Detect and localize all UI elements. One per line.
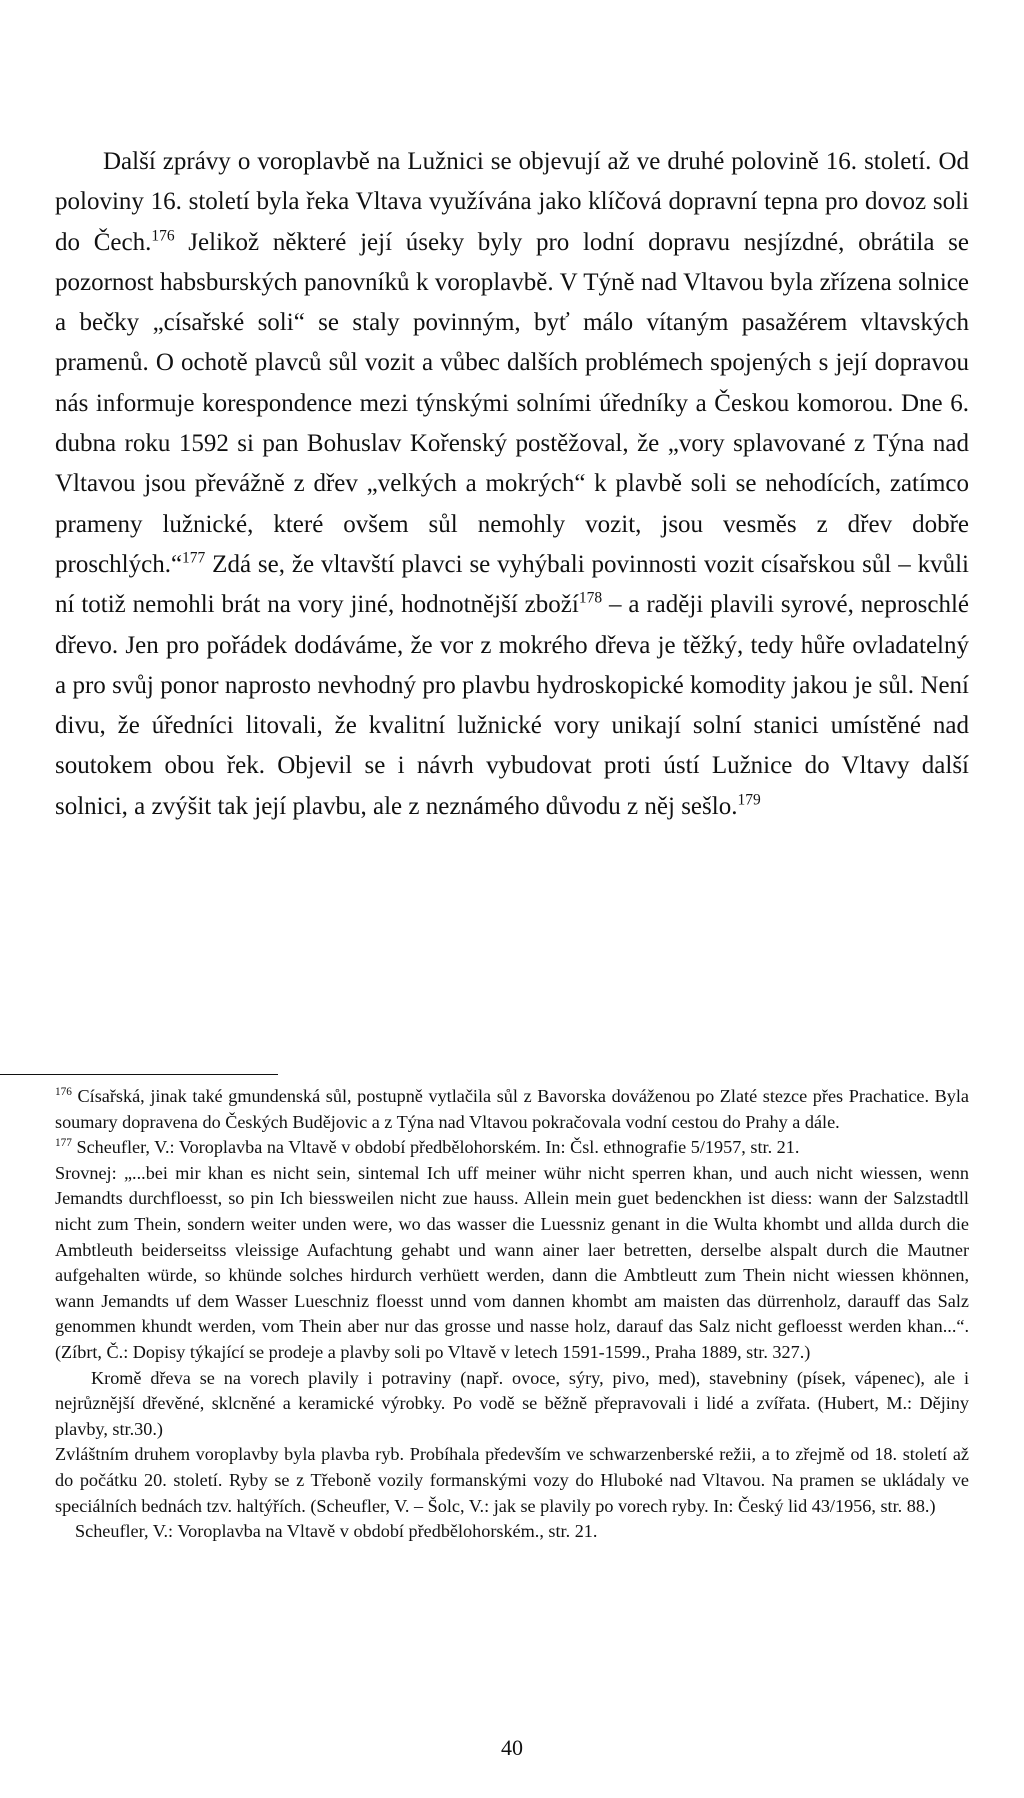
footnote-text: Scheufler, V.: Voroplavba na Vltavě v období předbělohorském. In: Čsl. ethnografie 5/1957, str. 21. xyxy=(71,1137,800,1158)
footnote-ref-177: 177 xyxy=(182,549,206,567)
footnote-text: Zvláštním druhem voroplavby byla plavba ryb. Probíhala především ve schwarzenberské režii, a to zřejmě od 18. století až do počátku 20. století. Ryby se z Třeboně vozily formanskými vozy do Hluboké nad Vltavou. Na pramen se ukládaly ve speciálních bednách tzv. haltýřích. (Scheufler, V. – Šolc, V.: jak se plavily po vorech ryby. In: Český lid 43/1956, str. 88.) xyxy=(55,1444,969,1516)
main-paragraph xyxy=(55,142,969,827)
footnote-number: 176 xyxy=(55,1085,72,1098)
footnote-text: Císařská, jinak také gmundenská sůl, postupně vytlačila sůl z Bavorska dováženou po Zlaté stezce přes Prachatice. Byla soumary dopravena do Českých Budějovic a z Týna nad Vltavou pokračovala vodní cestou do Prahy a dále. xyxy=(55,1086,969,1132)
footnote-178-continuation xyxy=(55,1366,969,1443)
footnote-text: Scheufler, V.: Voroplavba na Vltavě v období předbělohorském., str. 21. xyxy=(75,1521,598,1542)
footnote-178 xyxy=(55,1161,969,1366)
body-text-segment: Jelikož některé její úseky byly pro lodní dopravu nesjízdné, obrátila se pozornost habsburských panovníků k voroplavbě. V Týně nad Vltavou byla zřízena solnice a bečky „císařské soli“ se staly povinným, byť málo vítaným pasažérem vltavských pramenů. O ochotě plavců sůl vozit a vůbec dalších problémech spojených s její dopravou nás informuje korespondence mezi týnskými solními úředníky a Českou komorou. Dne 6. dubna roku 1592 si pan Bohuslav Kořenský postěžoval, že „vory splavované z Týna nad Vltavou jsou převážně z dřev „velkých a mokrých“ k plavbě soli se nehodících, zatímco prameny lužnické, které ovšem sůl nemohly vozit, jsou vesměs z dřev dobře proschlých.“ xyxy=(55,228,969,578)
footnote-ref-178: 178 xyxy=(578,589,603,607)
footnote-177 xyxy=(55,1135,969,1161)
footnote-ref-176: 176 xyxy=(151,227,175,245)
body-text-segment: – a raději plavili syrové, neproschlé dřevo. Jen pro pořádek dodáváme, že vor z mokrého dřeva je těžký, tedy hůře ovladatelný a pro svůj ponor naprosto nevhodný pro plavbu hydroskopické komodity jakou je sůl. Není divu, že úředníci litovali, že kvalitní lužnické vory unikají solní stanici umístěné nad soutokem obou řek. Objevil se i návrh vybudovat proti ústí Lužnice do Vltavy další solnici, a zvýšit tak její plavbu, ale z neznámého důvodu z něj sešlo. xyxy=(55,591,970,820)
body-text-segment: Další zprávy o voroplavbě na Lužnici se objevují až ve druhé polovině 16. století. Od poloviny 16. století byla řeka Vltava využívána jako klíčová dopravní tepna pro dovoz soli do Čech. xyxy=(55,148,969,256)
footnote-text: Srovnej: „...bei mir khan es nicht sein, sintemal Ich uff meiner wühr nicht sperren khan, und auch nicht wiessen, wenn Jemandts durchfloesst, so pin Ich biessweilen nicht zue hauss. Allein mein guet bedenckhen ist diess: wann der Salzstadtll nicht zum Thein, sondern weiter unden were, wo das wasser die Luessniz genant in die Wulta khombt und allda durch die Ambtleuth beiderseitss vleissige Aufachtung gehabt und wann ainer laer betretten, derselbe alspalt durch die Mautner aufgehalten würde, so khünde solches hirdurch verhüett werden, dann die Ambtleutt zum Thein nicht wiessen khönnen, wann Jemandts uf dem Wasser Lueschniz floesst unnd vom dannen khombt am maisten das dürrenholz, darauff das Salz genommen khundt werden, vom Thein aber nur das grosse und nasse holz, darauf das Salz nicht gefloesst werden khan...“. (Zíbrt, Č.: Dopisy týkající se prodeje a plavby soli po Vltavě v letech 1591-1599., Praha 1889, str. 327.) xyxy=(55,1162,969,1362)
footnote-176 xyxy=(55,1084,969,1135)
footnote-178-fish-rafting xyxy=(55,1442,969,1519)
footnotes-section xyxy=(55,1084,969,1545)
footnote-text: Kromě dřeva se na vorech plavily i potraviny (např. ovoce, sýry, pivo, med), stavebniny (písek, vápenec), ale i nejrůznější dřevěné, sklcněné a keramické výrobky. Po vodě se běžně přepravovali i lidé a zvířata. (Hubert, M.: Dějiny plavby, str.30.) xyxy=(55,1367,969,1439)
footnote-ref-179: 179 xyxy=(737,791,761,809)
footnote-179 xyxy=(55,1519,969,1545)
page-number: 40 xyxy=(501,1735,523,1760)
body-text-segment: Zdá se, že vltavští plavci se vyhýbali povinnosti vozit císařskou sůl – kvůli ní totiž nemohli brát na vory jiné, hodnotnější zboží xyxy=(55,550,969,619)
footnote-separator xyxy=(0,1074,278,1075)
footnote-number: 177 xyxy=(55,1137,72,1150)
